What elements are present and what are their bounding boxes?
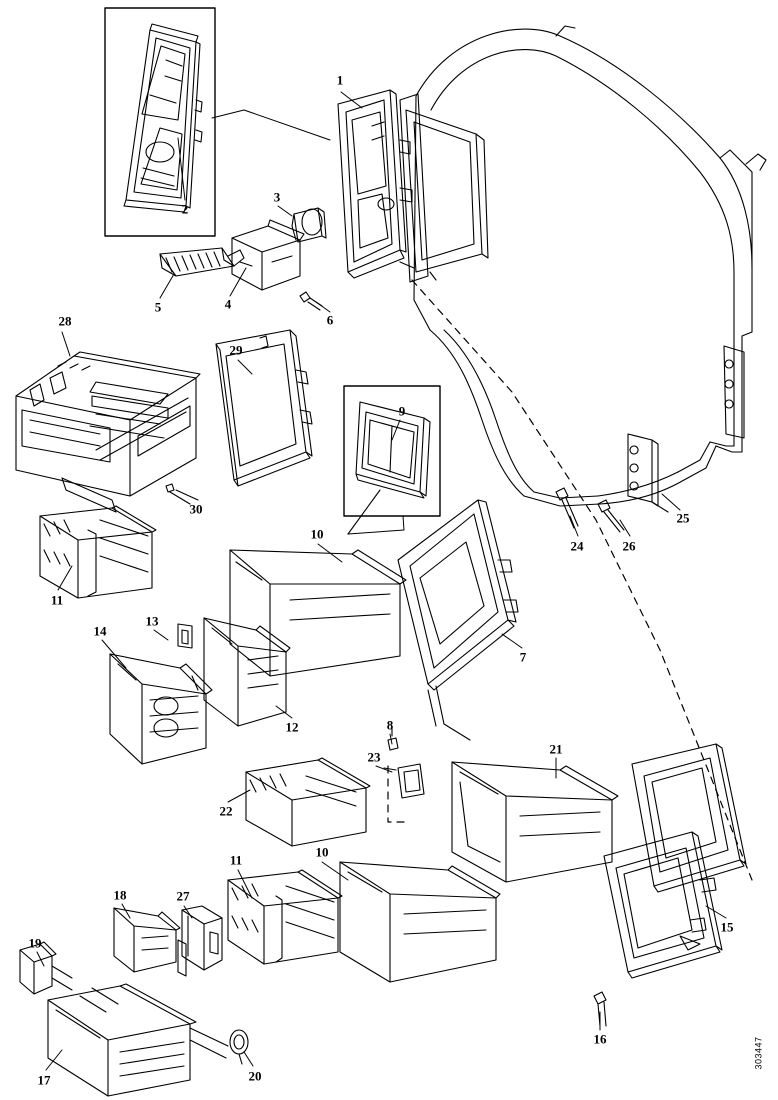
part-15-frames [604, 744, 746, 978]
part-10-housing-lower [340, 862, 500, 982]
part-9-inset-frame [344, 386, 440, 534]
part-6-screw [300, 292, 322, 310]
part-24-screw [556, 488, 578, 528]
callout-15: 15 [720, 919, 734, 935]
callout-9: 9 [398, 403, 406, 419]
part-18-module [114, 908, 180, 972]
part-27-bracket [178, 906, 222, 976]
part-21-housing [452, 762, 618, 882]
callout-22: 22 [219, 803, 233, 819]
dashed-install-path [388, 280, 752, 880]
part-26-screw [598, 500, 624, 532]
part-10-housing-upper [230, 550, 406, 676]
part-28-unit [16, 352, 200, 512]
callout-14: 14 [93, 623, 107, 639]
callout-3: 3 [273, 189, 281, 205]
part-22-filter [246, 758, 370, 846]
part-5-filter [160, 248, 244, 276]
callout-27: 27 [176, 888, 190, 904]
callout-23: 23 [367, 749, 381, 765]
callout-20: 20 [248, 1068, 262, 1084]
callout-7: 7 [519, 649, 527, 665]
callout-18: 18 [113, 887, 127, 903]
callout-10-lower: 10 [315, 844, 329, 860]
callout-16: 16 [593, 1031, 607, 1047]
callout-4: 4 [224, 296, 232, 312]
part-13-clip [178, 624, 192, 648]
callout-8: 8 [386, 717, 394, 733]
part-14-module [110, 654, 212, 764]
part-11-filter-upper [40, 506, 156, 598]
callout-1: 1 [336, 72, 344, 88]
part-1b-panel [400, 94, 488, 282]
callout-5: 5 [154, 299, 162, 315]
callout-29: 29 [229, 342, 243, 358]
part-23-clip [384, 764, 424, 798]
callout-11-lower: 11 [229, 852, 243, 868]
callout-19: 19 [28, 935, 42, 951]
callout-13: 13 [145, 613, 159, 629]
callout-25: 25 [676, 510, 690, 526]
part-20-grommet [230, 1030, 248, 1064]
part-30-fastener [166, 484, 190, 504]
vehicle-body-outline [414, 26, 766, 506]
part-3-bracket [292, 208, 326, 242]
sheet-code: 303447 [753, 1036, 764, 1070]
part-17-blower-housing [48, 984, 228, 1096]
inset-detail-frame [105, 8, 215, 236]
callout-12: 12 [285, 719, 299, 735]
part-25-bracket [628, 434, 668, 512]
callout-11-upper: 11 [50, 592, 64, 608]
part-7-frame [398, 500, 518, 740]
callout-24: 24 [570, 538, 584, 554]
callout-21: 21 [549, 741, 563, 757]
callout-6: 6 [326, 312, 334, 328]
part-12-module [204, 618, 290, 726]
callout-28: 28 [58, 313, 72, 329]
callout-2: 2 [181, 201, 189, 217]
callout-10-upper: 10 [310, 526, 324, 542]
leader-lines [37, 92, 726, 1070]
callout-30: 30 [189, 501, 203, 517]
callout-17: 17 [37, 1072, 51, 1088]
callout-26: 26 [622, 538, 636, 554]
